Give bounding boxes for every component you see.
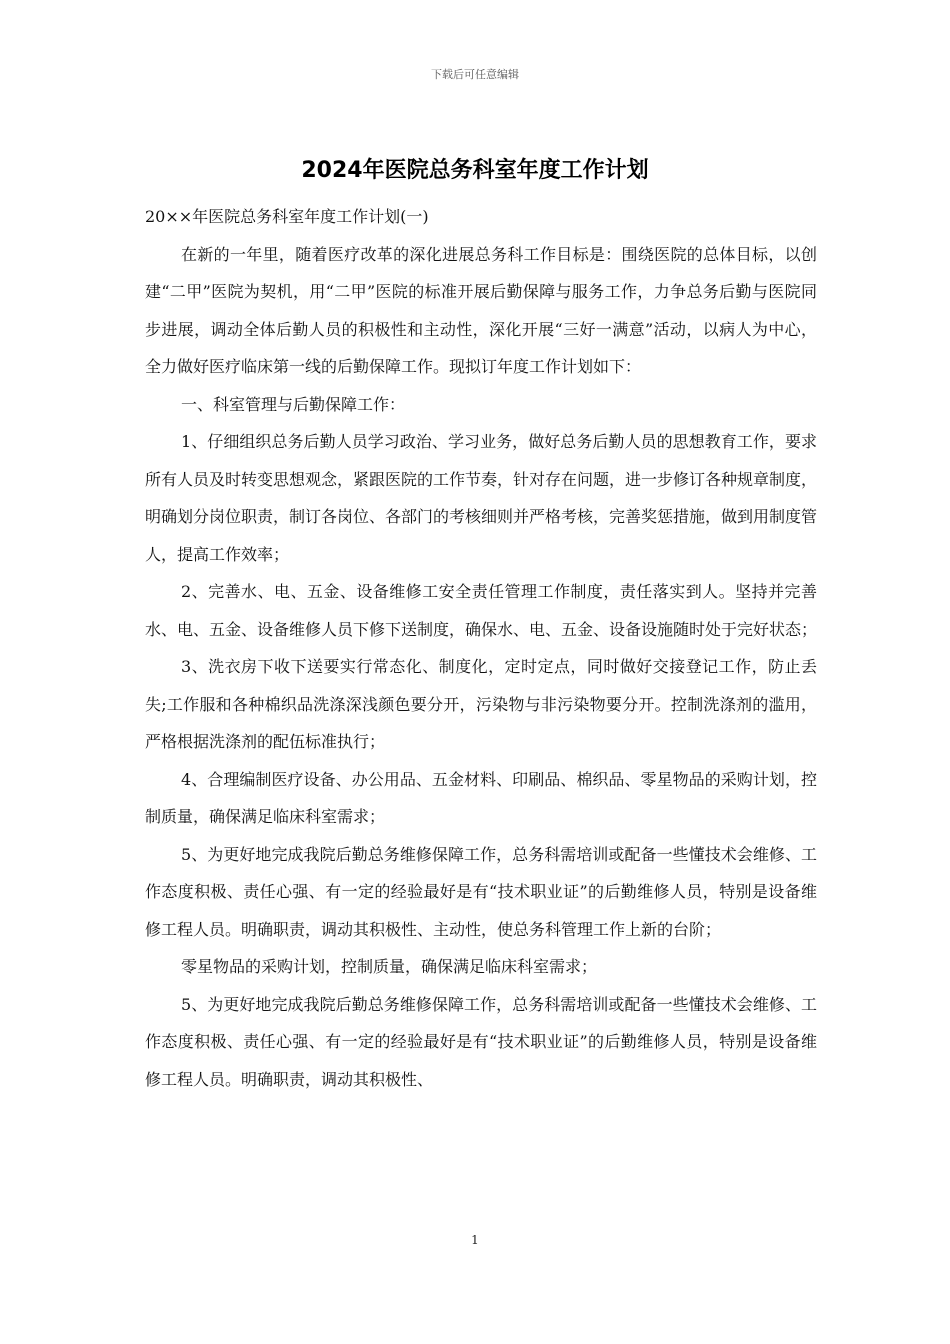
page-number: 1 [471, 1233, 479, 1247]
paragraph-item-5-repeat: 5、为更好地完成我院后勤总务维修保障工作，总务科需培训或配备一些懂技术会维修、工作态度积极、责任心强、有一定的经验最好是有“技术职业证”的后勤维修人员，特别是设备维修工程人员。明确职责，调动其积极性、 [145, 994, 817, 1089]
paragraph-item-2: 2、完善水、电、五金、设备维修工安全责任管理工作制度，责任落实到人。坚持并完善水、电、五金、设备维修人员下修下送制度，确保水、电、五金、设备设施随时处于完好状态； [145, 582, 818, 639]
paragraph-item-3: 3、洗衣房下收下送要实行常态化、制度化，定时定点，同时做好交接登记工作，防止丢失;工作服和各种棉织品洗涤深浅颜色要分开，污染物与非污染物要分开。控制洗涤剂的滥用，严格根据洗涤剂的配伍标准执行； [145, 657, 817, 751]
paragraph-procurement: 零星物品的采购计划，控制质量，确保满足临床科室需求； [181, 957, 598, 976]
paragraph-item-1: 1、仔细组织总务后勤人员学习政治、学习业务，做好总务后勤人员的思想教育工作，要求所有人员及时转变思想观念，紧跟医院的工作节奏，针对存在问题，进一步修订各种规章制度，明确划分岗位职责，制订各岗位、各部门的考核细则并严格考核，完善奖惩措施，做到用制度管人，提高工作效率； [145, 432, 818, 564]
document-subtitle: 20××年医院总务科室年度工作计划(一) [145, 207, 429, 226]
section-heading: 一、科室管理与后勤保障工作： [181, 394, 406, 414]
intro-paragraph: 在新的一年里，随着医疗改革的深化进展总务科工作目标是：围绕医院的总体目标，以创建“二甲”医院为契机，用“二甲”医院的标准开展后勤保障与服务工作，力争总务后勤与医院同步进展，调动全体后勤人员的积极性和主动性，深化开展“三好一满意”活动，以病人为中心，全力做好医疗临床第一线的后勤保障工作。现拟订年度工作计划如下： [145, 244, 817, 376]
paragraph-item-5: 5、为更好地完成我院后勤总务维修保障工作，总务科需培训或配备一些懂技术会维修、工作态度积极、责任心强、有一定的经验最好是有“技术职业证”的后勤维修人员，特别是设备维修工程人员。明确职责，调动其积极性、主动性，使总务科管理工作上新的台阶； [145, 844, 817, 939]
document-body [145, 198, 817, 1098]
paragraph-item-4: 4、合理编制医疗设备、办公用品、五金材料、印刷品、棉织品、零星物品的采购计划，控制质量，确保满足临床科室需求； [145, 769, 817, 826]
header-note: 下载后可任意编辑 [431, 68, 519, 81]
document-title: 2024年医院总务科室年度工作计划 [301, 158, 649, 183]
